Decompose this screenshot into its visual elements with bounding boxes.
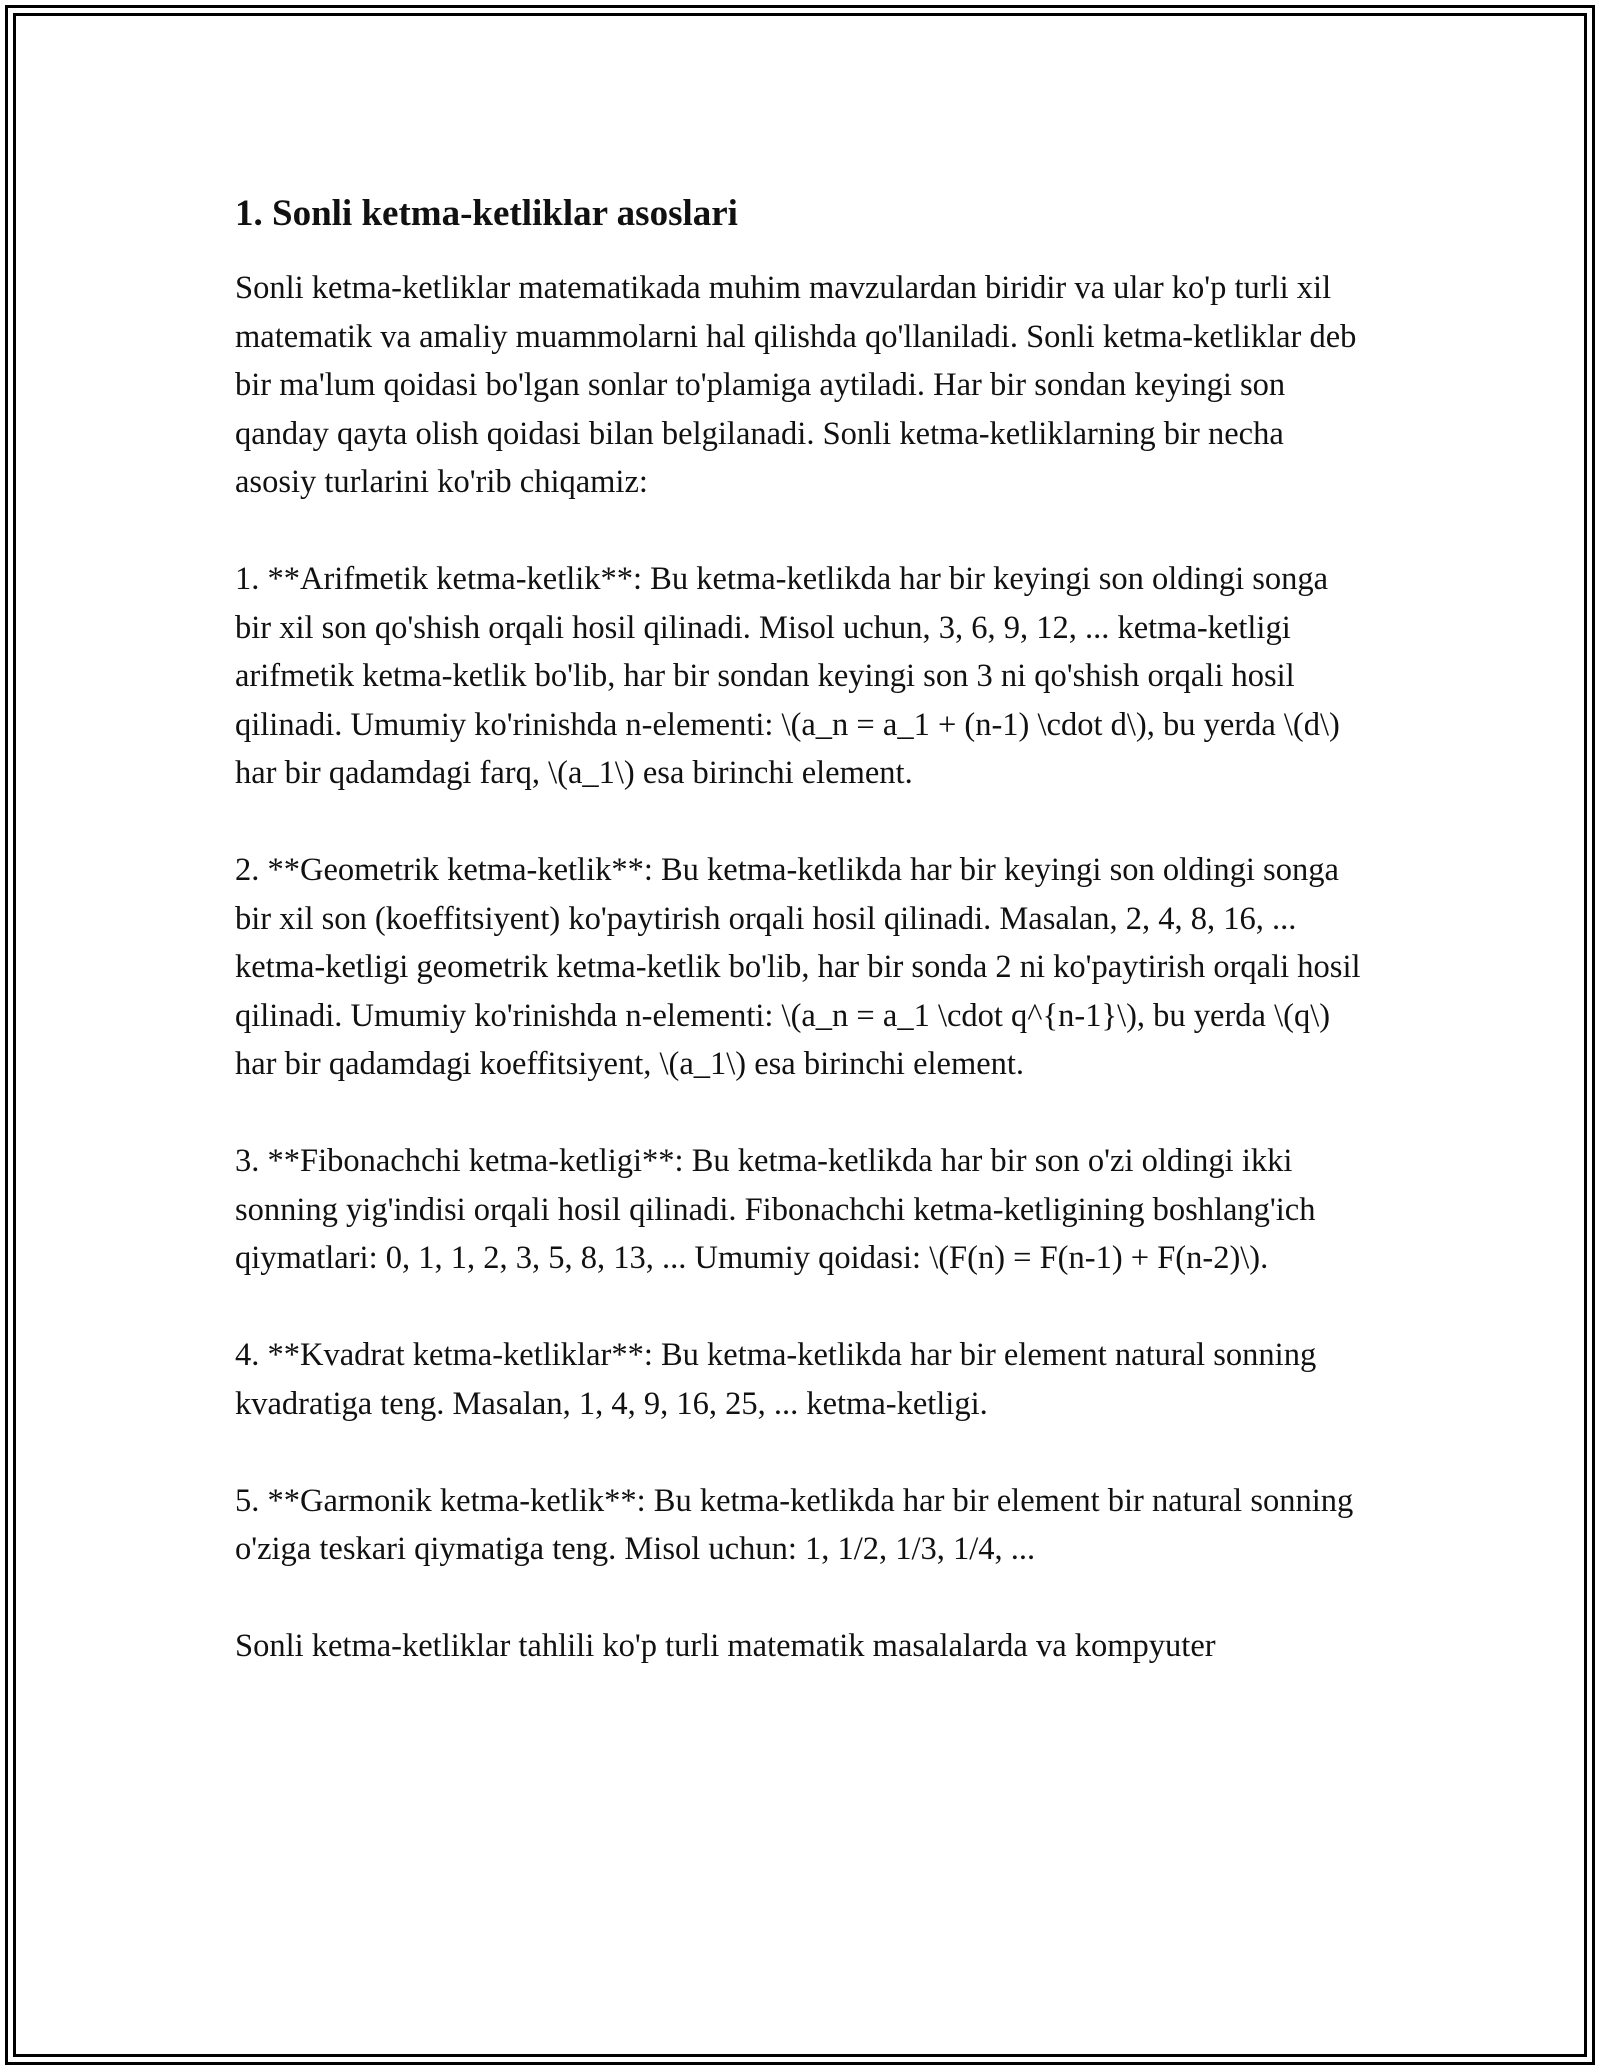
geometric-sequence-paragraph: 2. **Geometrik ketma-ketlik**: Bu ketma-ketlikda har bir keyingi son oldingi songa bir xil son (koeffitsiyent) ko'paytirish orqali hosil qilinadi. Masalan, 2, 4, 8, 16, ... ketma-ketligi geometrik ketma-ketlik bo'lib, har bir sonda 2 ni ko'paytirish orqali hosil qilinadi. Umumiy ko'rinishda n-elementi: \(a_n = a_1 \cdot q^{n-1}\), bu yerda \(q\) har bir qadamdagi koeffitsiyent, \(a_1\) esa birinchi element. — [235, 852, 1361, 1082]
fibonacci-sequence-paragraph: 3. **Fibonachchi ketma-ketligi**: Bu ketma-ketlikda har bir son o'zi oldingi ikki sonning yig'indisi orqali hosil qilinadi. Fibonachchi ketma-ketligining boshlang'ich qiymatlari: 0, 1, 1, 2, 3, 5, 8, 13, ... Umumiy qoidasi: \(F(n) = F(n-1) + F(n-2)\). — [235, 1143, 1316, 1276]
square-sequence-paragraph: 4. **Kvadrat ketma-ketliklar**: Bu ketma-ketlikda har bir element natural sonning kvadratiga teng. Masalan, 1, 4, 9, 16, 25, ... ketma-ketligi. — [235, 1337, 1317, 1422]
arithmetic-sequence-paragraph: 1. **Arifmetik ketma-ketlik**: Bu ketma-ketlikda har bir keyingi son oldingi songa bir xil son qo'shish orqali hosil qilinadi. Misol uchun, 3, 6, 9, 12, ... ketma-ketligi arifmetik ketma-ketlik bo'lib, har bir sondan keyingi son 3 ni qo'shish orqali hosil qilinadi. Umumiy ko'rinishda n-elementi: \(a_n = a_1 + (n-1) \cdot d\), bu yerda \(d\) har bir qadamdagi farq, \(a_1\) esa birinchi element. — [235, 561, 1340, 791]
harmonic-sequence-paragraph: 5. **Garmonik ketma-ketlik**: Bu ketma-ketlikda har bir element bir natural sonning o'ziga teskari qiymatiga teng. Misol uchun: 1, 1/2, 1/3, 1/4, ... — [235, 1482, 1354, 1567]
closing-paragraph: Sonli ketma-ketliklar tahlili ko'p turli matematik masalalarda va kompyuter — [235, 1628, 1216, 1664]
section-heading: 1. Sonli ketma-ketliklar asoslari — [235, 193, 738, 234]
document-body — [235, 186, 1365, 1719]
intro-paragraph: Sonli ketma-ketliklar matematikada muhim mavzulardan biridir va ular ko'p turli xil matematik va amaliy muammolarni hal qilishda qo'llaniladi. Sonli ketma-ketliklar deb bir ma'lum qoidasi bo'lgan sonlar to'plamiga aytiladi. Har bir sondan keyingi son qanday qayta olish qoidasi bilan belgilanadi. Sonli ketma-ketliklarning bir necha asosiy turlarini ko'rib chiqamiz: — [235, 270, 1357, 500]
